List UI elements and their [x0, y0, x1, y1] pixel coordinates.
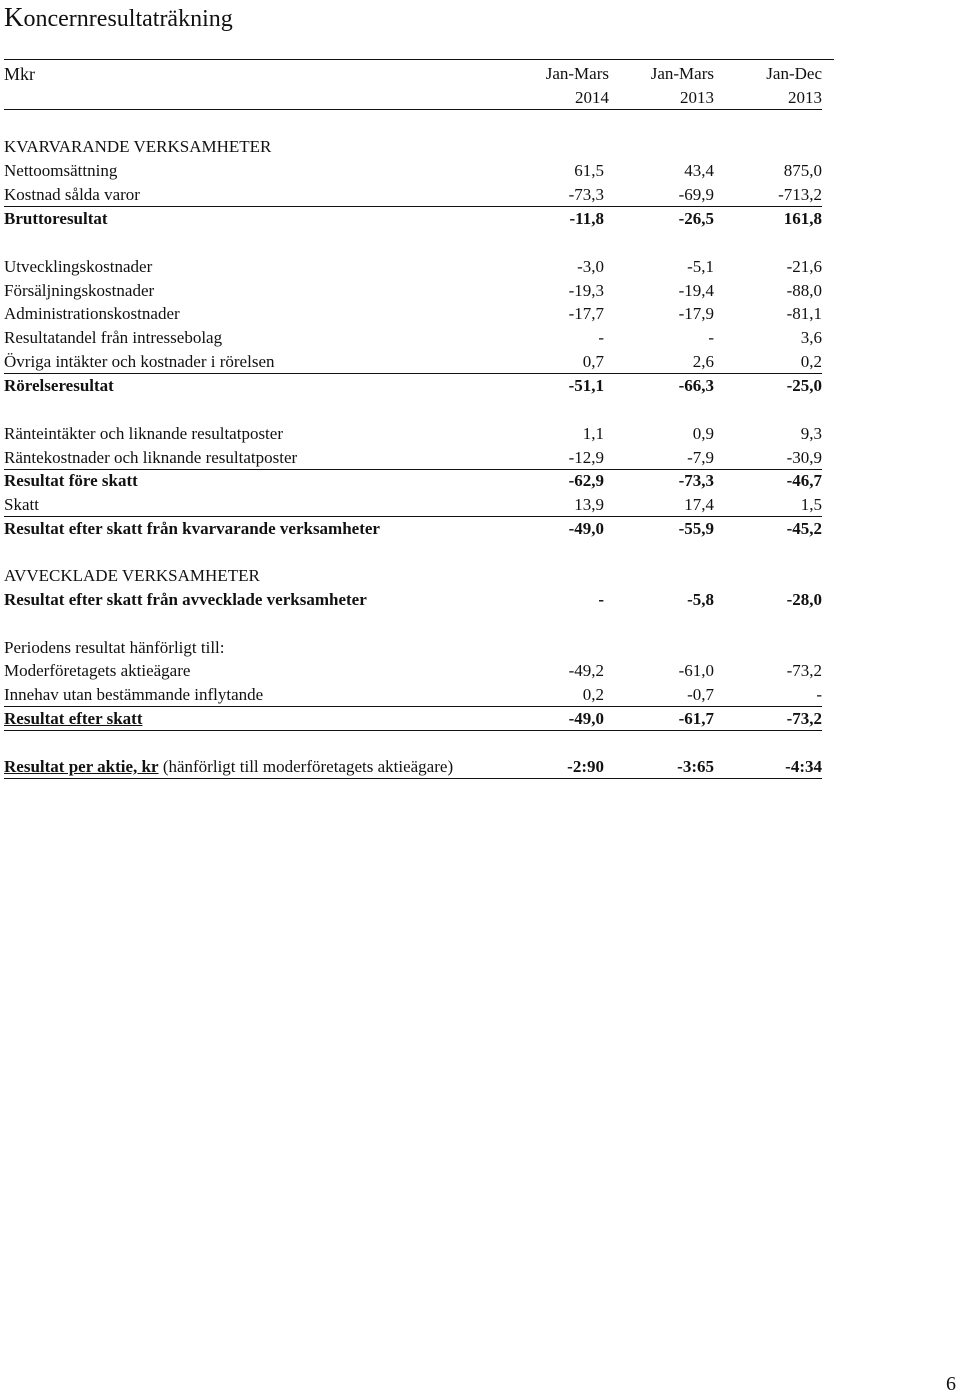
table-row-nettoomsattning	[4, 159, 822, 183]
row-label: Bruttoresultat	[4, 209, 108, 228]
cell-jan-mars-2014: -49,2	[568, 661, 604, 680]
table-row-resultat-per-aktie	[4, 755, 822, 779]
cell-jan-dec-2013: -73,2	[786, 661, 822, 680]
row-label: Utvecklingskostnader	[4, 257, 153, 276]
table-row-resultat-fore-skatt	[4, 469, 822, 493]
cell-jan-dec-2013: -30,9	[786, 448, 822, 467]
table-row-forsaljningskostnader	[4, 279, 822, 303]
row-label: Resultatandel från intressebolag	[4, 328, 223, 347]
cell-jan-mars-2014: -2:90	[567, 757, 604, 776]
row-label: Resultat före skatt	[4, 471, 138, 490]
cell-jan-mars-2014: -62,9	[568, 471, 604, 490]
table-row-rorelseresultat	[4, 374, 822, 398]
cell-jan-mars-2014: 0,7	[582, 352, 604, 371]
page-title	[4, 2, 233, 34]
cell-jan-dec-2013: -25,0	[786, 376, 822, 395]
row-label: Innehav utan bestämmande inflytande	[4, 685, 264, 704]
cell-jan-dec-2013: 1,5	[800, 495, 822, 514]
column-header-1	[546, 62, 609, 110]
column-header-3	[766, 62, 822, 110]
cell-jan-dec-2013: 0,2	[800, 352, 822, 371]
row-label-note: (hänförligt till moderföretagets aktieägare)	[158, 757, 454, 776]
cell-jan-mars-2013: -17,9	[678, 304, 714, 323]
page-title-rest: oncernresultaträkning	[23, 6, 233, 32]
row-label: Administrationskostnader	[4, 304, 180, 323]
row-label: Övriga intäkter och kostnader i rörelsen	[4, 352, 275, 371]
row-label: Rörelseresultat	[4, 376, 114, 395]
cell-jan-mars-2013: -69,9	[678, 185, 714, 204]
cell-jan-dec-2013: -28,0	[786, 590, 822, 609]
row-label: Skatt	[4, 495, 39, 514]
column-header-2	[651, 62, 714, 110]
table-row-ovriga-intakter	[4, 350, 822, 374]
section-heading-continuing	[4, 135, 822, 159]
cell-jan-mars-2014: 1,1	[582, 424, 604, 443]
cell-jan-mars-2014: -19,3	[568, 281, 604, 300]
section-heading-discontinued	[4, 564, 822, 588]
cell-jan-mars-2013: 0,9	[692, 424, 714, 443]
table-row-administrationskostnader	[4, 302, 822, 326]
unit-label: Mkr	[4, 64, 35, 84]
cell-jan-mars-2013: -26,5	[678, 209, 714, 228]
table-row-resultat-avvecklade	[4, 588, 822, 612]
cell-jan-mars-2013: -66,3	[678, 376, 714, 395]
column-header-1-period: Jan-Mars	[545, 64, 609, 83]
cell-jan-mars-2013: -7,9	[687, 448, 714, 467]
page-number: 6	[946, 1373, 956, 1395]
cell-jan-dec-2013: 161,8	[783, 209, 822, 228]
table-row-resultat-efter-skatt	[4, 707, 822, 731]
cell-jan-mars-2013: -3:65	[677, 757, 714, 776]
cell-jan-mars-2013: -5,8	[687, 590, 714, 609]
cell-jan-mars-2013: -5,1	[687, 257, 714, 276]
row-label: KVARVARANDE VERKSAMHETER	[4, 137, 272, 156]
cell-jan-mars-2014: -11,8	[569, 209, 604, 228]
cell-jan-mars-2013: -	[708, 328, 714, 347]
section-heading-attributable	[4, 636, 822, 660]
cell-jan-mars-2014: -51,1	[568, 376, 604, 395]
cell-jan-mars-2014: 13,9	[574, 495, 604, 514]
column-header-2-period: Jan-Mars	[650, 64, 714, 83]
cell-jan-mars-2013: -19,4	[678, 281, 714, 300]
row-label: AVVECKLADE VERKSAMHETER	[4, 566, 260, 585]
cell-jan-dec-2013: -73,2	[786, 709, 822, 728]
cell-jan-mars-2013: 43,4	[684, 161, 714, 180]
cell-jan-dec-2013: -713,2	[778, 185, 822, 204]
table-row-moderforetagets-aktieagare	[4, 659, 822, 683]
cell-jan-mars-2013: 17,4	[684, 495, 714, 514]
cell-jan-dec-2013: -81,1	[786, 304, 822, 323]
table-row-rantekostnader	[4, 446, 822, 470]
cell-jan-dec-2013: -45,2	[786, 519, 822, 538]
cell-jan-mars-2014: -3,0	[577, 257, 604, 276]
cell-jan-mars-2014: -	[598, 590, 604, 609]
table-row-bruttoresultat	[4, 207, 822, 231]
row-label: Resultat efter skatt från avvecklade verksamheter	[4, 590, 367, 609]
page-title-initial: K	[4, 2, 24, 32]
cell-jan-dec-2013: -21,6	[786, 257, 822, 276]
cell-jan-mars-2014: 61,5	[574, 161, 604, 180]
cell-jan-mars-2014: -49,0	[568, 709, 604, 728]
table-row-skatt	[4, 493, 822, 517]
table-row-utvecklingskostnader	[4, 255, 822, 279]
row-label-bold: Resultat per aktie, kr	[4, 757, 159, 776]
column-header-3-period: Jan-Dec	[766, 64, 822, 83]
row-label: Periodens resultat hänförligt till:	[4, 638, 225, 657]
row-label	[4, 755, 453, 779]
column-header-1-year: 2014	[575, 88, 609, 107]
table-row-kostnad-salda-varor	[4, 183, 822, 207]
row-label: Kostnad sålda varor	[4, 185, 140, 204]
cell-jan-dec-2013: -4:34	[785, 757, 822, 776]
column-header-2-year: 2013	[680, 88, 714, 107]
table-row-ranteintakter	[4, 422, 822, 446]
cell-jan-mars-2013: -55,9	[678, 519, 714, 538]
row-label: Resultat efter skatt	[4, 709, 143, 728]
cell-jan-mars-2014: -17,7	[568, 304, 604, 323]
cell-jan-mars-2013: -61,7	[678, 709, 714, 728]
row-label: Ränteintäkter och liknande resultatposter	[4, 424, 283, 443]
cell-jan-mars-2014: -	[598, 328, 604, 347]
cell-jan-mars-2014: 0,2	[582, 685, 604, 704]
cell-jan-dec-2013: -46,7	[786, 471, 822, 490]
cell-jan-mars-2014: -12,9	[568, 448, 604, 467]
cell-jan-mars-2013: -61,0	[678, 661, 714, 680]
table-row-resultat-kvarvarande	[4, 517, 822, 541]
cell-jan-dec-2013: 875,0	[783, 161, 822, 180]
cell-jan-mars-2013: 2,6	[692, 352, 714, 371]
row-label: Resultat efter skatt från kvarvarande verksamheter	[4, 519, 380, 538]
table-row-resultatandel	[4, 326, 822, 350]
row-label: Räntekostnader och liknande resultatposter	[4, 448, 298, 467]
cell-jan-mars-2013: -0,7	[687, 685, 714, 704]
cell-jan-mars-2014: -49,0	[568, 519, 604, 538]
title-rule	[4, 59, 834, 60]
table-row-innehav	[4, 683, 822, 707]
cell-jan-dec-2013: -	[816, 685, 822, 704]
cell-jan-dec-2013: 9,3	[800, 424, 822, 443]
cell-jan-mars-2013: -73,3	[678, 471, 714, 490]
cell-jan-mars-2014: -73,3	[568, 185, 604, 204]
row-label: Moderföretagets aktieägare	[4, 661, 191, 680]
cell-jan-dec-2013: -88,0	[786, 281, 822, 300]
row-label: Försäljningskostnader	[4, 281, 155, 300]
header-rule	[4, 109, 822, 110]
cell-jan-dec-2013: 3,6	[800, 328, 822, 347]
column-header-3-year: 2013	[788, 88, 822, 107]
row-label: Nettoomsättning	[4, 161, 118, 180]
